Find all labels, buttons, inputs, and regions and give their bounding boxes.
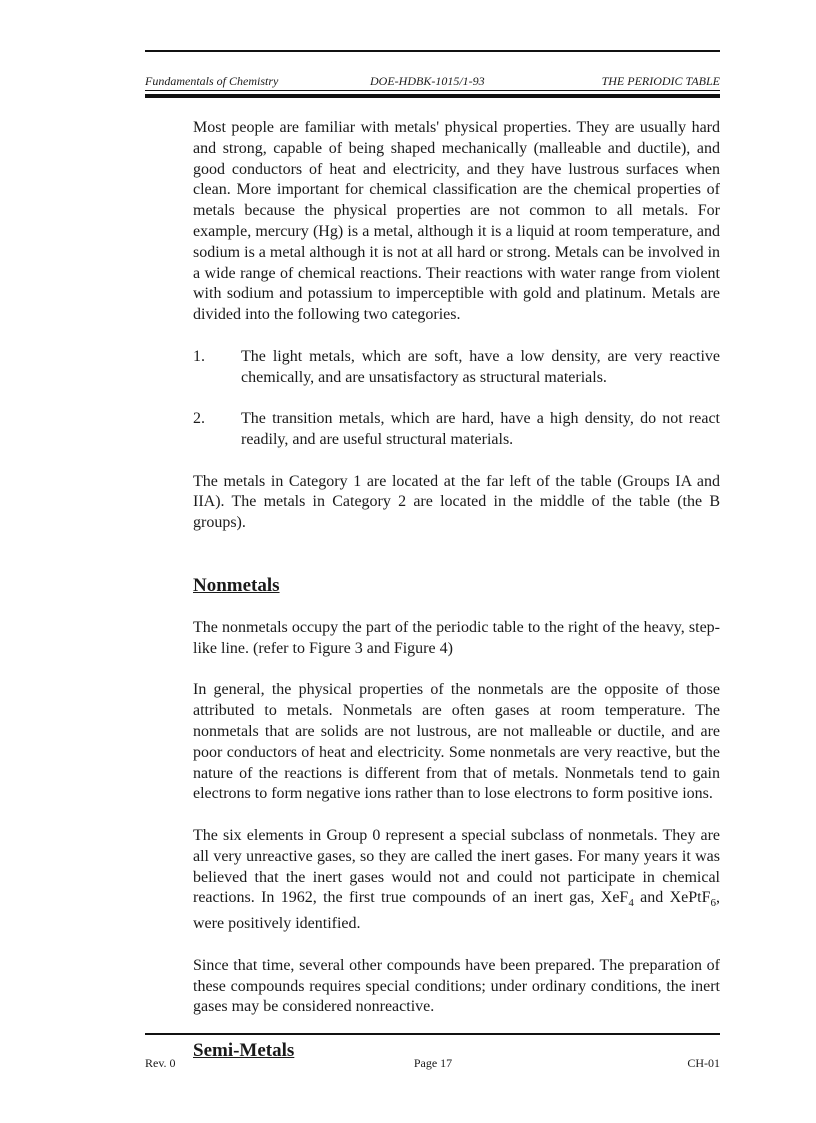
metals-intro-paragraph: Most people are familiar with metals' physical properties. They are usually hard and strong, capable of being shaped mechanically (malleable and ductile), and good conductors of heat and electricity, and they have lustrous surfaces when clean. More important for chemical classification are the chemical properties of metals because the physical properties are not common to all metals. For example, mercury (Hg) is a metal, although it is a liquid at room temperature, and sodium is a metal although it is not at all hard or strong. Metals can be involved in a wide range of chemical reactions. Their reactions with water range from violent with sodium and potassium to imperceptible with gold and platinum. Metals are divided into the following two categories.	[193, 119, 721, 324]
nonmetals-paragraph-2: In general, the physical properties of the nonmetals are the opposite of those attributed to metals. Nonmetals are often gases at room temperature. The nonmetals that are solids are not lustrous, are not malleable or ductile, and are poor conductors of heat and electricity. Some nonmetals are very reactive, but the nature of the reactions is different from that of metals. Nonmetals tend to gain electrons to form negative ions rather than to lose electrons to form positive ions.	[193, 681, 720, 803]
footer-module-id: CH-01	[687, 1056, 720, 1070]
list-item-number: 2.	[193, 410, 205, 428]
header-chapter-title: THE PERIODIC TABLE	[601, 74, 720, 88]
nonmetals-heading: Nonmetals	[193, 574, 280, 596]
list-item	[193, 347, 720, 389]
metal-categories-list	[193, 347, 720, 451]
paragraph-lead: The six elements in Group 0 represent a special subclass of nonmetals. They are all very unreactive gases, so they are called the inert gases. For many years it was believed that the inert gases would not and could not participate in chemical reactions. In 1962, the first true compounds of an inert gas,	[193, 826, 720, 907]
header-top-rule	[145, 50, 720, 52]
header-document-title: Fundamentals of Chemistry	[145, 74, 279, 88]
header-bottom-rule	[145, 94, 720, 98]
nonmetals-paragraph-1: The nonmetals occupy the part of the periodic table to the right of the heavy, step-like line. (refer to Figure 3 and Figure 4)	[193, 618, 720, 657]
compound-xef4: XeF$_4$	[600, 889, 634, 910]
metals-location-paragraph: The metals in Category 1 are located at the far left of the table (Groups IA and IIA). The metals in Category 2 are located in the middle of the table (the B groups).	[193, 472, 720, 532]
compound-xeptf6: XePtF$_6$	[669, 889, 716, 910]
running-header	[145, 73, 720, 89]
header-underline-rule	[145, 90, 720, 91]
list-item-text: The transition metals, which are hard, have a high density, do not react readily, and are useful structural materials.	[241, 410, 720, 448]
nonmetals-paragraph-3: The six elements in Group 0 represent a special subclass of nonmetals. They are all very unreactive gases, so they are called the inert gases. For many years it was believed that the inert gases would not and could not participate in chemical reactions. In 1962, the first true compounds of an inert gas, XeF$_4$ and XePtF$_6$, were positively identified.	[193, 826, 720, 933]
semimetals-heading: Semi-Metals	[193, 1040, 295, 1062]
footer-revision: Rev. 0	[145, 1056, 176, 1070]
list-item	[193, 409, 720, 451]
header-document-number: DOE-HDBK-1015/1-93	[370, 74, 485, 88]
nonmetals-paragraph-4: Since that time, several other compounds have been prepared. The preparation of these compounds requires special conditions; under ordinary conditions, the inert gases may be considered nonreactive.	[193, 956, 720, 1016]
page-content	[193, 118, 720, 1083]
list-item-text: The light metals, which are soft, have a low density, are very reactive chemically, and are unsatisfactory as structural materials.	[241, 347, 720, 386]
list-item-number: 1.	[193, 347, 205, 365]
footer-rule	[145, 1033, 720, 1035]
footer-page-number: Page 17	[413, 1056, 453, 1070]
